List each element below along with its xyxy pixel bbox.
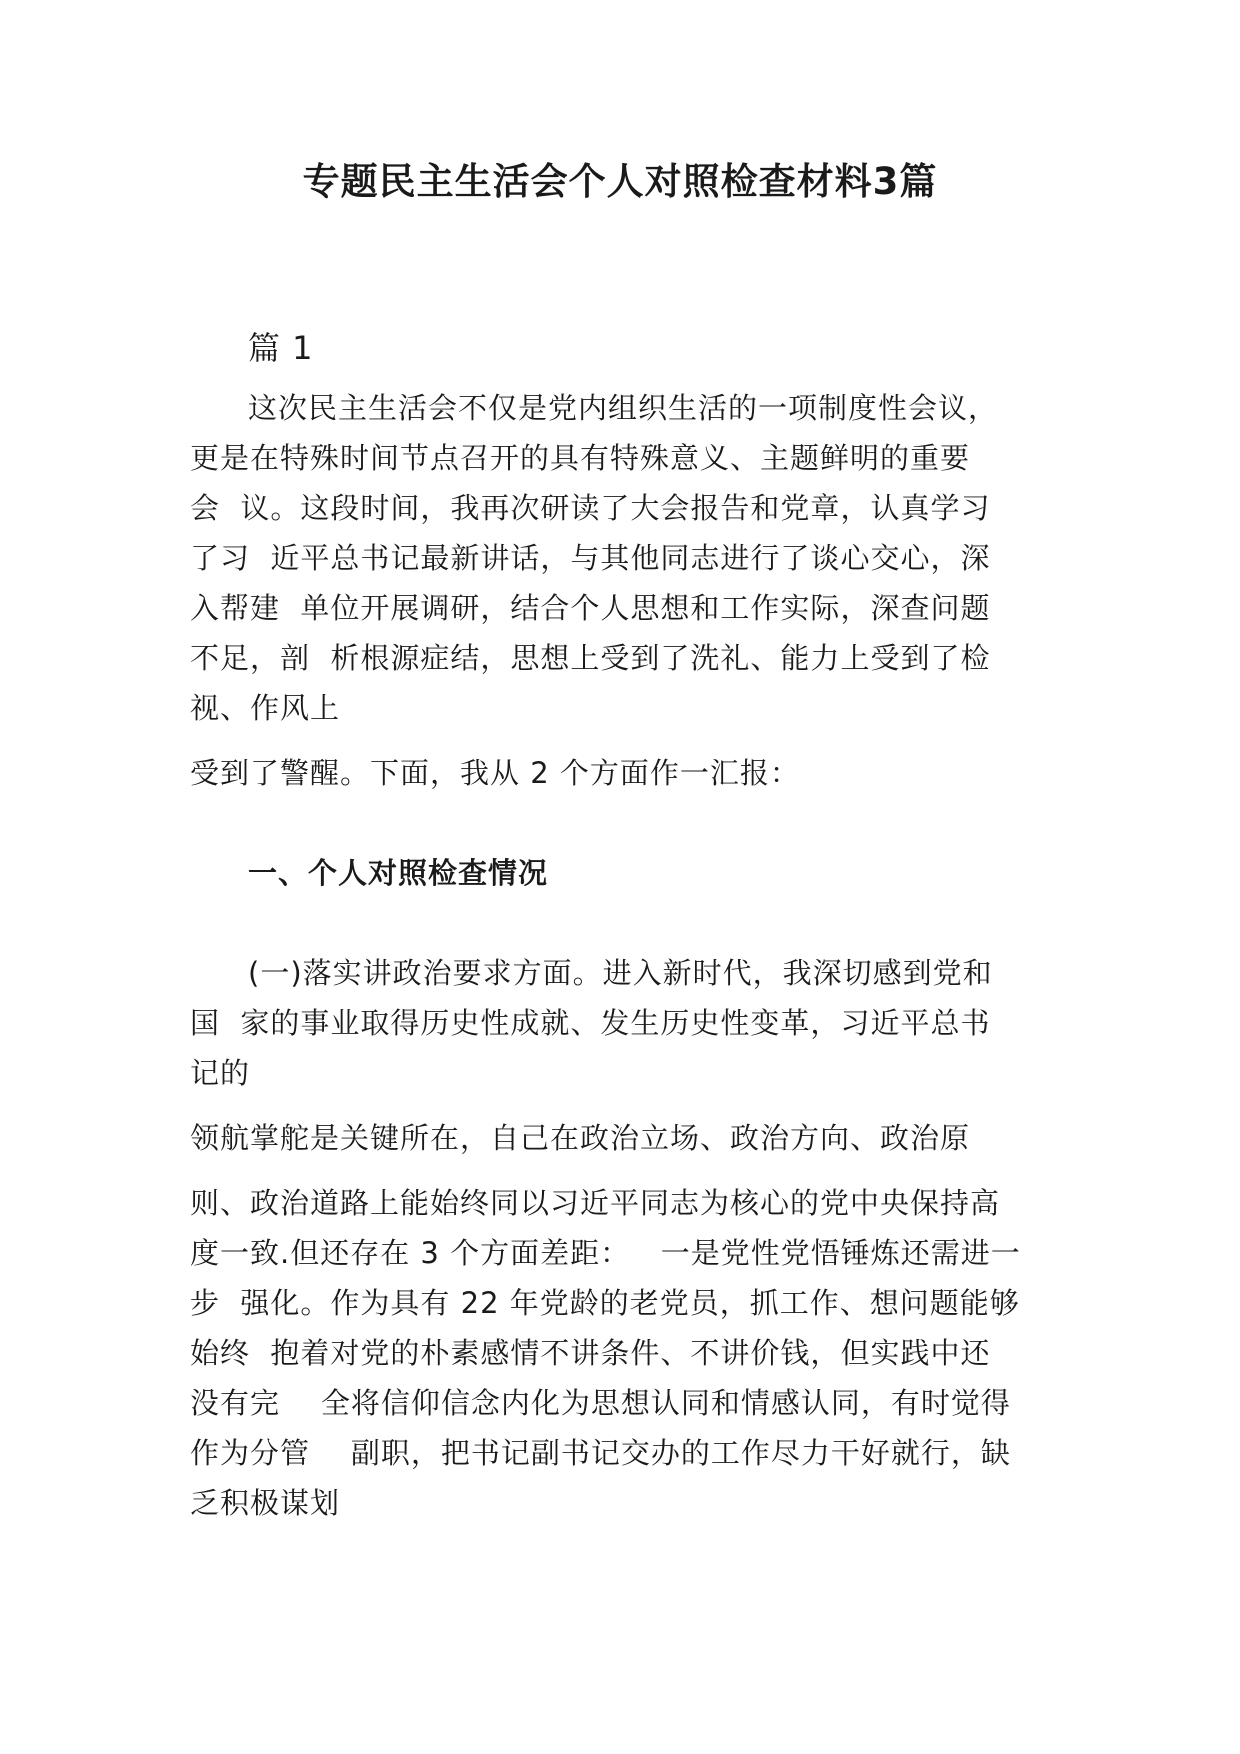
paragraph-line: 始终 抱着对党的朴素感情不讲条件、不讲价钱，但实践中还 <box>190 1336 991 1370</box>
paragraph-line: 不足，剖 析根源症结，思想上受到了洗礼、能力上受到了检 <box>190 641 991 675</box>
paragraph-line: 入帮建 单位开展调研，结合个人思想和工作实际，深查问题 <box>190 591 991 625</box>
paragraph-line: 了习 近平总书记最新讲话，与其他同志进行了谈心交心，深 <box>190 541 991 575</box>
paragraph-line: 作为分管 副职，把书记副书记交办的工作尽力干好就行，缺 <box>190 1436 1011 1470</box>
paragraph-line: 领航掌舵是关键所在，自己在政治立场、政治方向、政治原 <box>190 1121 971 1155</box>
document-title: 专题民主生活会个人对照检查材料3篇 <box>302 160 938 203</box>
paragraph-line: 国 家的事业取得历史性成就、发生历史性变革，习近平总书 <box>190 1006 991 1040</box>
paragraph-line: 记的 <box>190 1056 251 1090</box>
paragraph-line: 视、作风上 <box>190 691 341 725</box>
paragraph-line: 步 强化。作为具有 22 年党龄的老党员，抓工作、想问题能够 <box>190 1286 1020 1320</box>
paragraph-line: 这次民主生活会不仅是党内组织生活的一项制度性会议， <box>248 391 999 425</box>
paragraph-line: 会 议。这段时间，我再次研读了大会报告和党章，认真学习 <box>190 491 991 525</box>
paragraph-line: 乏积极谋划 <box>190 1486 341 1520</box>
paragraph-line: 没有完 全将信仰信念内化为思想认同和情感认同，有时觉得 <box>190 1386 1011 1420</box>
paragraph-line: 度一致.但还存在 3 个方面差距： 一是党性党悟锤炼还需进一 <box>190 1236 1021 1270</box>
section-heading: 一、个人对照检查情况 <box>248 856 549 890</box>
section-label: 篇 1 <box>248 329 314 367</box>
paragraph-line: 受到了警醒。下面，我从 2 个方面作一汇报： <box>190 756 800 790</box>
paragraph-line: (一)落实讲政治要求方面。进入新时代，我深切感到党和 <box>248 956 993 990</box>
paragraph-line: 更是在特殊时间节点召开的具有特殊意义、主题鲜明的重要 <box>190 441 971 475</box>
paragraph-line: 则、政治道路上能始终同以习近平同志为核心的党中央保持高 <box>190 1186 1001 1220</box>
